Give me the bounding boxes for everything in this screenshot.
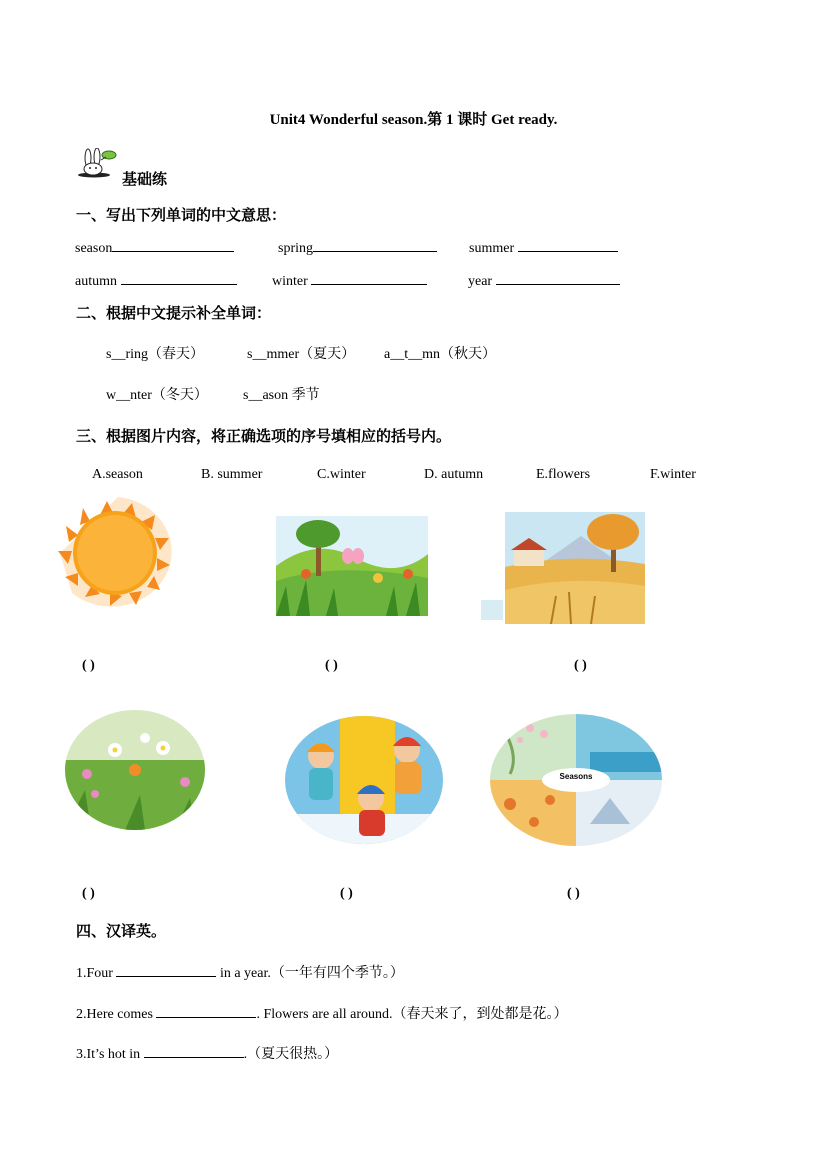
option-b: B. summer (201, 467, 263, 482)
basic-practice-label: 基础练 (122, 172, 168, 188)
rabbit-icon (76, 148, 118, 178)
answer-bracket[interactable]: ( ) (82, 886, 95, 901)
fill-word-item: s__mmer（夏天） (247, 347, 356, 362)
autumn-farm-picture (481, 512, 645, 624)
section2-heading: 二、根据中文提示补全单词： (76, 306, 272, 322)
option-c: C.winter (317, 467, 366, 482)
fill-word-item: w__nter（冬天） (106, 388, 208, 403)
word-item (278, 238, 437, 257)
answer-bracket[interactable]: ( ) (325, 658, 338, 673)
word-label: year (468, 274, 493, 289)
fill-word-item: a__t__mn（秋天） (384, 347, 496, 362)
sentence-end: . Flowers are all around.（春天来了，到处都是花。） (256, 1007, 568, 1022)
option-d: D. autumn (424, 467, 484, 482)
answer-blank[interactable] (112, 238, 234, 252)
spring-meadow-picture (276, 516, 428, 616)
section3-heading: 三、根据图片内容，将正确选项的序号填相应的括号内。 (76, 429, 452, 445)
word-item (469, 238, 618, 257)
sentence-end: .（夏天很热。） (243, 1047, 339, 1062)
word-item (272, 271, 427, 290)
word-item (468, 271, 620, 290)
winter-kids-picture (285, 716, 443, 844)
translation-item (76, 962, 404, 982)
answer-bracket[interactable]: ( ) (82, 658, 95, 673)
sentence-end: in a year.（一年有四个季节。） (219, 966, 404, 981)
word-label: spring (278, 241, 313, 256)
sentence-start: 3.It’s hot in (76, 1047, 141, 1062)
sun-picture (52, 493, 184, 611)
option-f: F.winter (650, 467, 696, 482)
word-label: winter (272, 274, 308, 289)
word-label: summer (469, 241, 515, 256)
translation-item (76, 1043, 338, 1063)
word-item (75, 271, 237, 290)
section1-heading: 一、写出下列单词的中文意思： (76, 208, 287, 224)
translation-item (76, 1003, 568, 1023)
option-a: A.season (92, 467, 143, 482)
answer-blank[interactable] (496, 271, 620, 285)
answer-blank[interactable] (313, 238, 437, 252)
answer-blank[interactable] (144, 1044, 244, 1058)
answer-blank[interactable] (116, 963, 216, 977)
fill-word-item: s__ring（春天） (106, 347, 204, 362)
answer-bracket[interactable]: ( ) (567, 886, 580, 901)
answer-bracket[interactable]: ( ) (340, 886, 353, 901)
answer-blank[interactable] (121, 271, 237, 285)
word-label: autumn (75, 274, 117, 289)
answer-blank[interactable] (518, 238, 618, 252)
answer-blank[interactable] (311, 271, 427, 285)
seasons-label: Seasons (559, 772, 593, 781)
flowers-picture (65, 710, 205, 830)
word-label: season (75, 241, 113, 256)
fill-word-item: s__ason 季节 (243, 388, 320, 403)
sentence-start: 2.Here comes (76, 1007, 153, 1022)
section4-heading: 四、汉译英。 (76, 924, 167, 940)
option-e: E.flowers (536, 467, 591, 482)
seasons-wheel-picture (490, 714, 662, 846)
page-title: Unit4 Wonderful season.第 1 课时 Get ready. (269, 112, 558, 128)
answer-bracket[interactable]: ( ) (574, 658, 587, 673)
answer-blank[interactable] (156, 1004, 256, 1018)
word-item (75, 238, 234, 257)
sentence-start: 1.Four (76, 966, 113, 981)
